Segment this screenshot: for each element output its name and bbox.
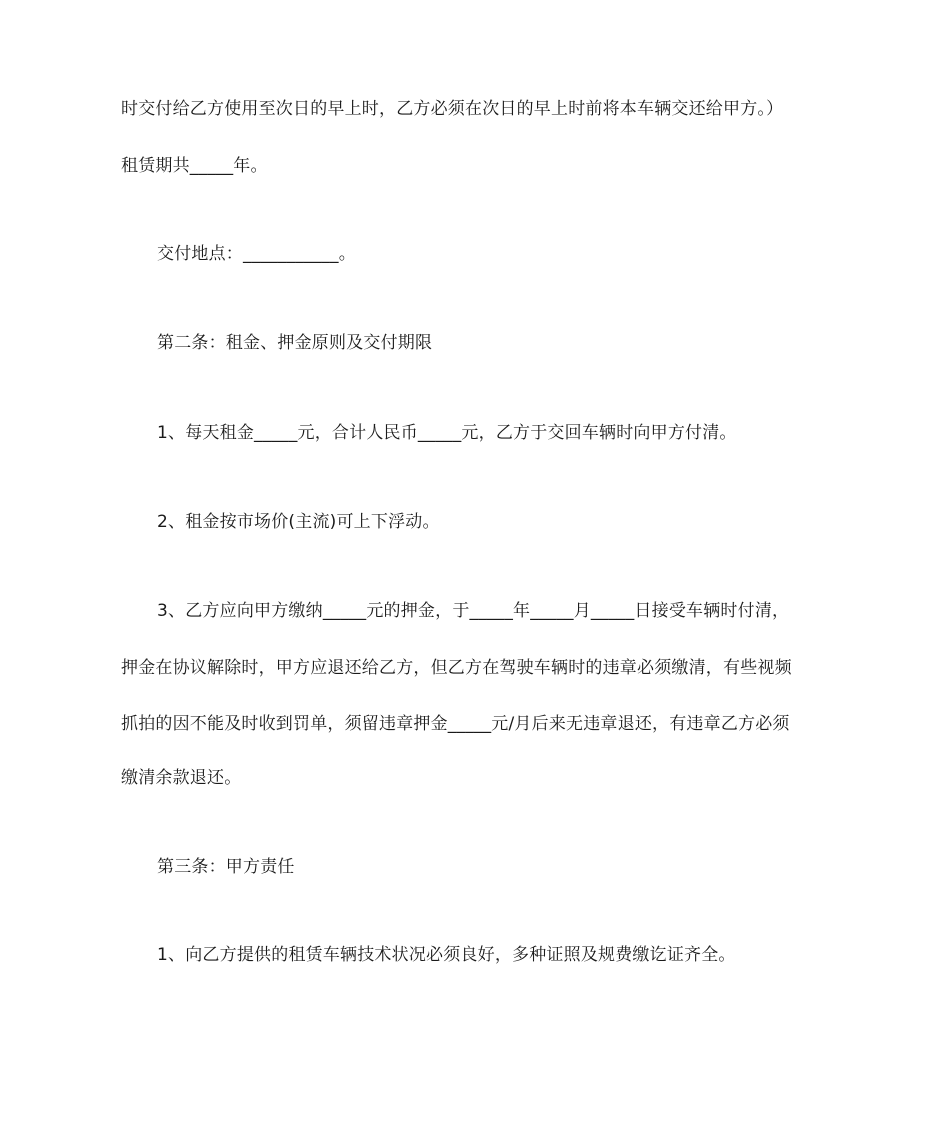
paragraph-line: 租赁期共_____年。	[121, 156, 268, 176]
paragraph-line: 缴清余款退还。	[121, 768, 242, 788]
paragraph-line: 抓拍的因不能及时收到罚单，须留违章押金_____元/月后来无违章退还，有违章乙方必须	[121, 714, 790, 734]
paragraph-line: 押金在协议解除时，甲方应退还给乙方，但乙方在驾驶车辆时的违章必须缴清，有些视频	[121, 658, 792, 678]
paragraph-line: 1、向乙方提供的租赁车辆技术状况必须良好，多种证照及规费缴讫证齐全。	[157, 945, 736, 965]
section-heading: 第三条：甲方责任	[157, 857, 295, 877]
paragraph-line: 交付地点：___________。	[157, 244, 356, 264]
section-heading: 第二条：租金、押金原则及交付期限	[157, 333, 433, 353]
paragraph-line: 3、乙方应向甲方缴纳_____元的押金，于_____年_____月_____日接受车辆时付清，	[157, 601, 790, 621]
paragraph-line: 1、每天租金_____元，合计人民币_____元，乙方于交回车辆时向甲方付清。	[157, 423, 737, 443]
paragraph-line: 2、租金按市场价(主流)可上下浮动。	[157, 512, 440, 532]
paragraph-line: 时交付给乙方使用至次日的早上时，乙方必须在次日的早上时前将本车辆交还给甲方。）	[121, 99, 784, 119]
